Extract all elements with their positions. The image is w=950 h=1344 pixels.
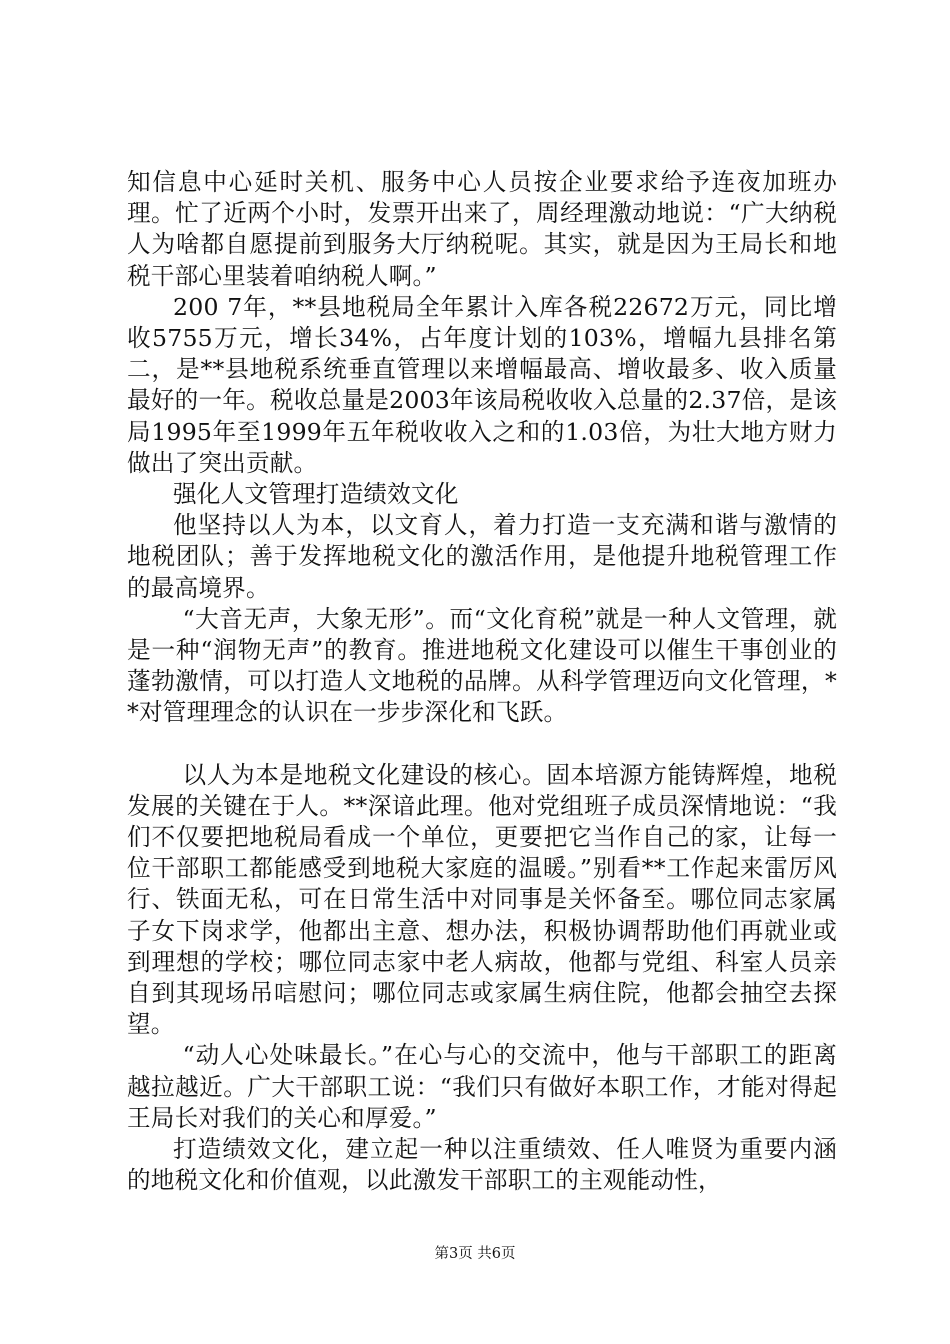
paragraph-people-oriented: 他坚持以人为本，以文育人，着力打造一支充满和谐与激情的地税团队；善于发挥地税文化的激活作用，是他提升地税管理工作的最高境界。 [127, 511, 837, 602]
page-number-footer: 第3页 共6页 [434, 1246, 516, 1262]
paragraph-continuation: 知信息中心延时关机、服务中心人员按企业要求给予连夜加班办理。忙了近两个小时，发票开出来了，周经理激动地说：“广大纳税人为啥都自愿提前到服务大厅纳税呢。其实，就是因为王局长和地税干部心里装着咱纳税人啊。” [127, 168, 837, 290]
paragraph-heart-to-heart: “动人心处味最长。”在心与心的交流中，他与干部职工的距离越拉越近。广大干部职工说：“我们只有做好本职工作，才能对得起王局长对我们的关心和厚爱。” [127, 1041, 837, 1132]
section-heading: 强化人文管理打造绩效文化 [173, 480, 459, 509]
paragraph-culture-management: “大音无声，大象无形”。而“文化育税”就是一种人文管理，就是一种“润物无声”的教育。推进地税文化建设可以催生干事创业的蓬勃激情，可以打造人文地税的品牌。从科学管理迈向文化管理，**对管理理念的认识在一步步深化和飞跃。 [127, 604, 837, 727]
paragraph-performance-culture: 打造绩效文化，建立起一种以注重绩效、任人唯贤为重要内涵的地税文化和价值观，以此激发干部职工的主观能动性， [127, 1135, 837, 1195]
document-body [127, 167, 837, 1197]
paragraph-core-of-culture: 以人为本是地税文化建设的核心。固本培源方能铸辉煌，地税发展的关键在于人。**深谙此理。他对党组班子成员深情地说：“我们不仅要把地税局看成一个单位，更要把它当作自己的家，让每一位干部职工都能感受到地税大家庭的温暖。”别看**工作起来雷厉风行、铁面无私，可在日常生活中对同事是关怀备至。哪位同志家属子女下岗求学，他都出主意、想办法，积极协调帮助他们再就业或到理想的学校；哪位同志家中老人病故，他都与党组、科室人员亲自到其现场吊唁慰问；哪位同志或家属生病住院，他都会抽空去探望。 [127, 760, 837, 1039]
paragraph-tax-revenue: 200 7年，**县地税局全年累计入库各税22672万元，同比增收5755万元，增长34%，占年度计划的103%，增幅九县排名第二，是**县地税系统垂直管理以来增幅最高、增收最多、收入质量最好的一年。税收总量是2003年该局税收收入总量的2.37倍，是该局1995年至1999年五年税收收入之和的1.03倍，为壮大地方财力做出了突出贡献。 [127, 292, 837, 477]
